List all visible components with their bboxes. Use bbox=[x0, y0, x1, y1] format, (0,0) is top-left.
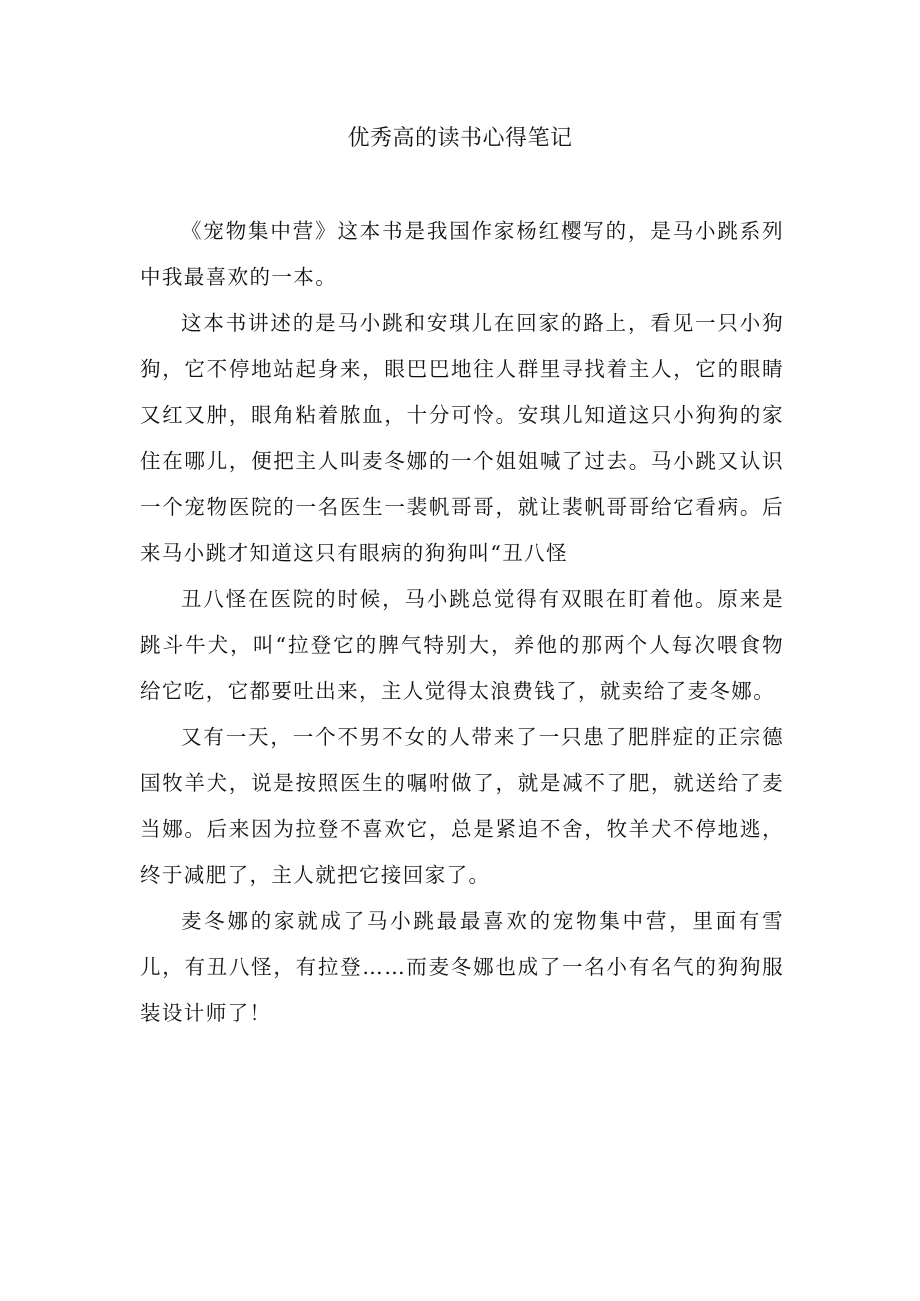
document-title: 优秀高的读书心得笔记 bbox=[347, 126, 573, 151]
document-body bbox=[140, 208, 784, 1036]
paragraph-5: 麦冬娜的家就成了马小跳最最喜欢的宠物集中营，里面有雪儿，有丑八怪，有拉登……而麦冬娜也成了一名小有名气的狗狗服装设计师了！ bbox=[140, 909, 784, 1025]
paragraph-4: 又有一天，一个不男不女的人带来了一只患了肥胖症的正宗德国牧羊犬，说是按照医生的嘱咐做了，就是减不了肥，就送给了麦当娜。后来因为拉登不喜欢它，总是紧追不舍，牧羊犬不停地逃，终于减肥了，主人就把它接回家了。 bbox=[140, 725, 784, 887]
paragraph-3: 丑八怪在医院的时候，马小跳总觉得有双眼在盯着他。原来是跳斗牛犬，叫“拉登它的脾气特别大，养他的那两个人每次喂食物给它吃，它都要吐出来，主人觉得太浪费钱了，就卖给了麦冬娜。 bbox=[140, 587, 784, 703]
paragraph-2: 这本书讲述的是马小跳和安琪儿在回家的路上，看见一只小狗狗，它不停地站起身来，眼巴巴地往人群里寻找着主人，它的眼睛又红又肿，眼角粘着脓血，十分可怜。安琪儿知道这只小狗狗的家住在哪儿，便把主人叫麦冬娜的一个姐姐喊了过去。马小跳又认识一个宠物医院的一名医生一裴帆哥哥，就让裴帆哥哥给它看病。后来马小跳才知道这只有眼病的狗狗叫“丑八怪 bbox=[140, 311, 784, 565]
paragraph-1: 《宠物集中营》这本书是我国作家杨红樱写的，是马小跳系列中我最喜欢的一本。 bbox=[140, 219, 784, 289]
